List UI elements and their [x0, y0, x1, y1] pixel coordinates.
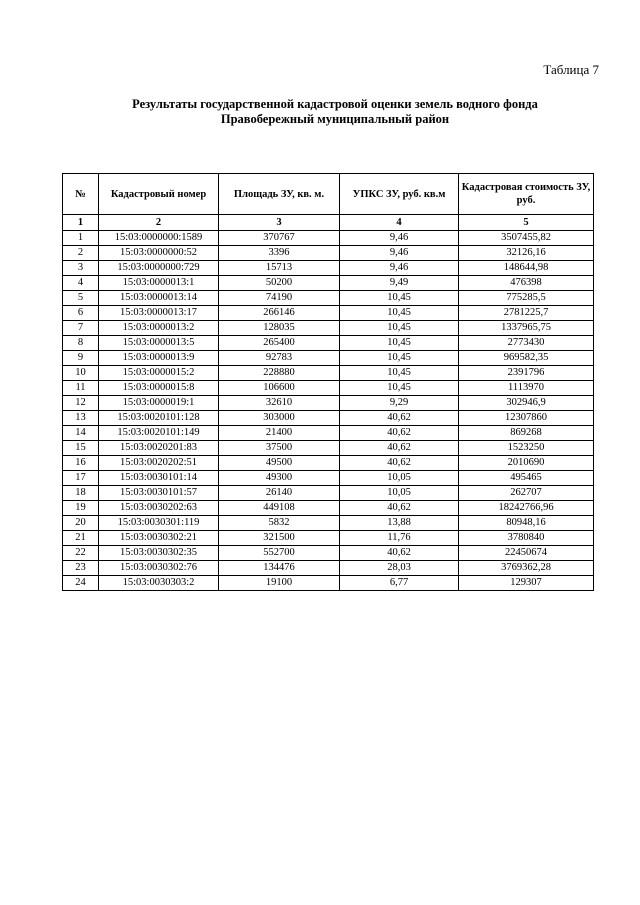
area-cell: 32610 [219, 396, 340, 411]
cadastral-number-cell: 15:03:0020201:83 [99, 441, 219, 456]
upks-cell: 10,05 [340, 471, 459, 486]
cadastral-number-cell: 15:03:0000013:1 [99, 276, 219, 291]
header-upks: УПКС ЗУ, руб. кв.м [340, 174, 459, 215]
column-number: 1 [63, 215, 99, 231]
area-cell: 449108 [219, 501, 340, 516]
area-cell: 134476 [219, 561, 340, 576]
row-number-cell: 5 [63, 291, 99, 306]
upks-cell: 6,77 [340, 576, 459, 591]
area-cell: 21400 [219, 426, 340, 441]
table-row [63, 471, 594, 486]
row-number-cell: 16 [63, 456, 99, 471]
row-number-cell: 23 [63, 561, 99, 576]
upks-cell: 40,62 [340, 426, 459, 441]
upks-cell: 13,88 [340, 516, 459, 531]
area-cell: 49500 [219, 456, 340, 471]
cadastral-number-cell: 15:03:0030302:76 [99, 561, 219, 576]
table-row [63, 441, 594, 456]
table-row [63, 246, 594, 261]
area-cell: 49300 [219, 471, 340, 486]
upks-cell: 10,45 [340, 336, 459, 351]
header-row [63, 174, 594, 215]
table-body [63, 231, 594, 591]
area-cell: 92783 [219, 351, 340, 366]
document-title [60, 97, 610, 127]
cadastral-number-cell: 15:03:0000013:2 [99, 321, 219, 336]
row-number-cell: 15 [63, 441, 99, 456]
upks-cell: 40,62 [340, 411, 459, 426]
cadastral-value-cell: 2781225,7 [459, 306, 594, 321]
cadastral-value-cell: 2773430 [459, 336, 594, 351]
header-area: Площадь ЗУ, кв. м. [219, 174, 340, 215]
row-number-cell: 4 [63, 276, 99, 291]
upks-cell: 40,62 [340, 456, 459, 471]
cadastral-number-cell: 15:03:0030202:63 [99, 501, 219, 516]
cadastral-number-cell: 15:03:0000000:52 [99, 246, 219, 261]
table-row [63, 456, 594, 471]
column-number: 5 [459, 215, 594, 231]
row-number-cell: 21 [63, 531, 99, 546]
area-cell: 74190 [219, 291, 340, 306]
row-number-cell: 17 [63, 471, 99, 486]
upks-cell: 9,46 [340, 261, 459, 276]
row-number-cell: 2 [63, 246, 99, 261]
cadastral-number-cell: 15:03:0000015:2 [99, 366, 219, 381]
cadastral-value-cell: 22450674 [459, 546, 594, 561]
area-cell: 370767 [219, 231, 340, 246]
row-number-cell: 18 [63, 486, 99, 501]
cadastral-value-cell: 775285,5 [459, 291, 594, 306]
row-number-cell: 10 [63, 366, 99, 381]
area-cell: 106600 [219, 381, 340, 396]
table-label: Таблица 7 [543, 62, 599, 77]
upks-cell: 40,62 [340, 501, 459, 516]
table-row [63, 576, 594, 591]
cadastral-number-cell: 15:03:0030101:14 [99, 471, 219, 486]
upks-cell: 9,49 [340, 276, 459, 291]
upks-cell: 28,03 [340, 561, 459, 576]
table-row [63, 336, 594, 351]
cadastral-number-cell: 15:03:0000000:1589 [99, 231, 219, 246]
area-cell: 15713 [219, 261, 340, 276]
cadastral-number-cell: 15:03:0030101:57 [99, 486, 219, 501]
area-cell: 37500 [219, 441, 340, 456]
cadastral-number-cell: 15:03:0020202:51 [99, 456, 219, 471]
upks-cell: 9,46 [340, 246, 459, 261]
cadastral-value-cell: 302946,9 [459, 396, 594, 411]
row-number-cell: 14 [63, 426, 99, 441]
table-row [63, 321, 594, 336]
area-cell: 3396 [219, 246, 340, 261]
table-row [63, 351, 594, 366]
table-row [63, 291, 594, 306]
cadastral-number-cell: 15:03:0020101:128 [99, 411, 219, 426]
area-cell: 5832 [219, 516, 340, 531]
column-number-row [63, 215, 594, 231]
upks-cell: 9,29 [340, 396, 459, 411]
upks-cell: 10,45 [340, 321, 459, 336]
cadastral-number-cell: 15:03:0030301:119 [99, 516, 219, 531]
table-row [63, 381, 594, 396]
row-number-cell: 1 [63, 231, 99, 246]
upks-cell: 40,62 [340, 546, 459, 561]
cadastral-value-cell: 495465 [459, 471, 594, 486]
table-row [63, 501, 594, 516]
cadastral-number-cell: 15:03:0000013:14 [99, 291, 219, 306]
cadastral-value-cell: 3507455,82 [459, 231, 594, 246]
row-number-cell: 11 [63, 381, 99, 396]
upks-cell: 9,46 [340, 231, 459, 246]
cadastral-value-cell: 2010690 [459, 456, 594, 471]
cadastral-number-cell: 15:03:0030302:21 [99, 531, 219, 546]
header-cadastral-number: Кадастровый номер [99, 174, 219, 215]
cadastral-number-cell: 15:03:0000013:5 [99, 336, 219, 351]
cadastral-value-cell: 18242766,96 [459, 501, 594, 516]
upks-cell: 10,45 [340, 306, 459, 321]
column-number: 4 [340, 215, 459, 231]
area-cell: 128035 [219, 321, 340, 336]
area-cell: 321500 [219, 531, 340, 546]
row-number-cell: 9 [63, 351, 99, 366]
table-row [63, 261, 594, 276]
row-number-cell: 8 [63, 336, 99, 351]
table-row [63, 366, 594, 381]
upks-cell: 10,05 [340, 486, 459, 501]
cadastral-value-cell: 80948,16 [459, 516, 594, 531]
cadastral-number-cell: 15:03:0000000:729 [99, 261, 219, 276]
row-number-cell: 7 [63, 321, 99, 336]
cadastral-value-cell: 2391796 [459, 366, 594, 381]
area-cell: 228880 [219, 366, 340, 381]
cadastral-value-cell: 148644,98 [459, 261, 594, 276]
cadastral-value-cell: 3780840 [459, 531, 594, 546]
cadastral-value-cell: 3769362,28 [459, 561, 594, 576]
title-line-2: Правобережный муниципальный район [220, 112, 450, 126]
row-number-cell: 6 [63, 306, 99, 321]
row-number-cell: 13 [63, 411, 99, 426]
title-line-1: Результаты государственной кадастровой оценки земель водного фонда [132, 97, 538, 111]
cadastral-value-cell: 1523250 [459, 441, 594, 456]
cadastral-value-cell: 476398 [459, 276, 594, 291]
cadastral-number-cell: 15:03:0000019:1 [99, 396, 219, 411]
cadastral-value-cell: 1113970 [459, 381, 594, 396]
area-cell: 266146 [219, 306, 340, 321]
table-row [63, 486, 594, 501]
column-number: 2 [99, 215, 219, 231]
row-number-cell: 22 [63, 546, 99, 561]
upks-cell: 10,45 [340, 381, 459, 396]
upks-cell: 10,45 [340, 366, 459, 381]
area-cell: 552700 [219, 546, 340, 561]
cadastral-value-cell: 969582,35 [459, 351, 594, 366]
cadastral-value-cell: 12307860 [459, 411, 594, 426]
cadastral-value-cell: 129307 [459, 576, 594, 591]
table-row [63, 426, 594, 441]
area-cell: 50200 [219, 276, 340, 291]
cadastral-number-cell: 15:03:0020101:149 [99, 426, 219, 441]
cadastral-value-cell: 1337965,75 [459, 321, 594, 336]
cadastral-number-cell: 15:03:0000013:17 [99, 306, 219, 321]
header-cadastral-value: Кадастровая стоимость ЗУ, руб. [459, 174, 594, 215]
cadastral-number-cell: 15:03:0000013:9 [99, 351, 219, 366]
table-row [63, 396, 594, 411]
area-cell: 26140 [219, 486, 340, 501]
upks-cell: 10,45 [340, 351, 459, 366]
table-row [63, 531, 594, 546]
area-cell: 303000 [219, 411, 340, 426]
area-cell: 265400 [219, 336, 340, 351]
table-row [63, 546, 594, 561]
cadastral-number-cell: 15:03:0030303:2 [99, 576, 219, 591]
table-row [63, 306, 594, 321]
cadastral-value-cell: 869268 [459, 426, 594, 441]
cadastral-number-cell: 15:03:0030302:35 [99, 546, 219, 561]
row-number-cell: 20 [63, 516, 99, 531]
row-number-cell: 12 [63, 396, 99, 411]
upks-cell: 40,62 [340, 441, 459, 456]
row-number-cell: 3 [63, 261, 99, 276]
row-number-cell: 19 [63, 501, 99, 516]
table-row [63, 516, 594, 531]
table-row [63, 231, 594, 246]
upks-cell: 11,76 [340, 531, 459, 546]
cadastral-value-cell: 32126,16 [459, 246, 594, 261]
upks-cell: 10,45 [340, 291, 459, 306]
cadastral-value-cell: 262707 [459, 486, 594, 501]
table-row [63, 561, 594, 576]
cadastral-valuation-table [62, 173, 594, 591]
table-row [63, 411, 594, 426]
area-cell: 19100 [219, 576, 340, 591]
cadastral-number-cell: 15:03:0000015:8 [99, 381, 219, 396]
table-row [63, 276, 594, 291]
row-number-cell: 24 [63, 576, 99, 591]
column-number: 3 [219, 215, 340, 231]
header-num: № [63, 174, 99, 215]
